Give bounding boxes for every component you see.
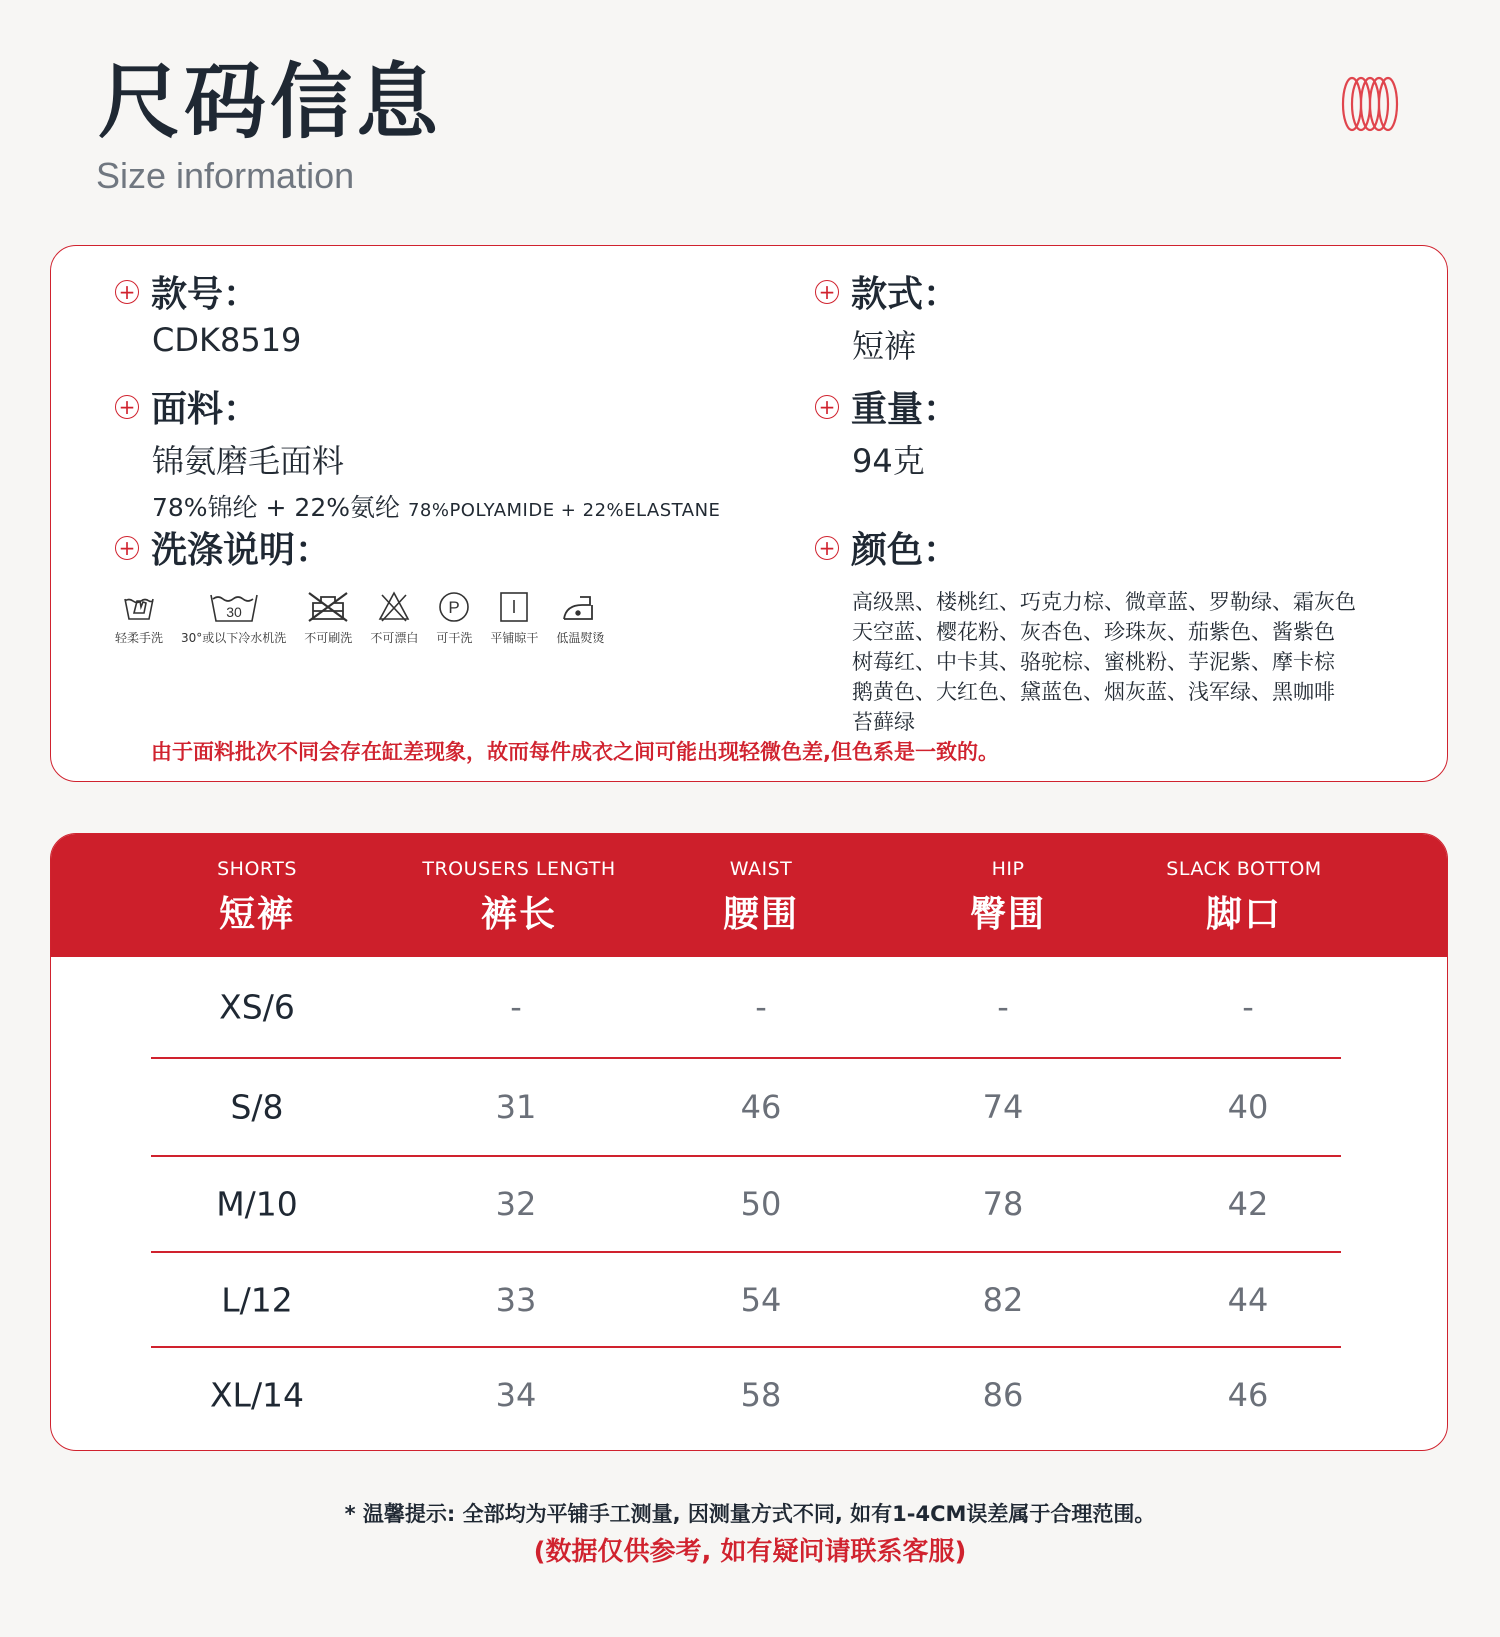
column-header-bottom: SLACK BOTTOM 脚口 bbox=[1166, 858, 1322, 935]
table-row: XS/6 - - - - bbox=[219, 987, 1254, 1027]
column-header-hip: HIP 臀围 bbox=[969, 858, 1047, 935]
style-number-field bbox=[115, 266, 301, 359]
table-row: XL/14 34 58 86 46 bbox=[209, 1375, 1269, 1415]
plus-circle-icon: + bbox=[115, 536, 139, 560]
fabric-value: 锦氨磨毛面料 bbox=[152, 442, 345, 480]
weight-label: 重量： bbox=[851, 389, 960, 430]
red-rings-icon bbox=[1340, 76, 1400, 132]
plus-circle-icon: + bbox=[815, 536, 839, 560]
style-field bbox=[815, 266, 959, 367]
style-value: 短裤 bbox=[852, 327, 917, 365]
care-field bbox=[115, 522, 622, 646]
plus-circle-icon: + bbox=[115, 280, 139, 304]
product-info-card bbox=[50, 245, 1448, 782]
no-bleach-icon bbox=[376, 589, 412, 625]
column-header-size: SHORTS 短裤 bbox=[217, 858, 297, 935]
style-label: 款式： bbox=[851, 274, 960, 315]
page-title: 尺码信息 bbox=[98, 55, 443, 150]
measurement-tip: * 温馨提示: 全部均为平铺手工测量, 因测量方式不同, 如有1-4CM误差属于合理范围。 bbox=[344, 1502, 1156, 1526]
plus-circle-icon: + bbox=[115, 395, 139, 419]
plus-circle-icon: + bbox=[815, 395, 839, 419]
colors-field bbox=[815, 522, 1432, 737]
machine-wash-30-icon bbox=[207, 589, 261, 625]
weight-field bbox=[815, 381, 959, 482]
care-item: 低温熨烫 bbox=[556, 589, 604, 646]
style-number-value: CDK8519 bbox=[152, 321, 302, 359]
care-item: P 可干洗 bbox=[436, 589, 472, 646]
size-table bbox=[50, 833, 1448, 1451]
plus-circle-icon: + bbox=[815, 280, 839, 304]
fabric-field bbox=[115, 381, 720, 524]
contact-note: (数据仅供参考, 如有疑问请联系客服) bbox=[533, 1537, 967, 1567]
care-label: 洗涤说明： bbox=[151, 530, 332, 571]
table-header bbox=[51, 834, 1447, 957]
table-row: S/8 31 46 74 40 bbox=[230, 1087, 1269, 1127]
table-row: L/12 33 54 82 44 bbox=[221, 1280, 1269, 1319]
fabric-composition bbox=[152, 488, 720, 524]
column-header-waist: WAIST 腰围 bbox=[722, 858, 800, 935]
table-row: M/10 32 50 78 42 bbox=[216, 1184, 1269, 1224]
svg-text:P: P bbox=[448, 598, 460, 617]
care-item: 平铺晾干 bbox=[490, 589, 538, 646]
page-subtitle: Size information bbox=[96, 155, 355, 196]
care-item: 30 30°或以下冷水机洗 bbox=[181, 589, 286, 646]
composition-en: 78%POLYAMIDE + 22%ELASTANE bbox=[407, 500, 721, 521]
colors-label: 颜色： bbox=[851, 530, 960, 571]
dry-clean-p-icon bbox=[436, 589, 472, 625]
care-item: 不可刷洗 bbox=[304, 589, 352, 646]
care-item: 不可漂白 bbox=[370, 589, 418, 646]
color-variance-notice: 由于面料批次不同会存在缸差现象，故而每件成衣之间可能出现轻微色差,但色系是一致的。 bbox=[151, 740, 999, 764]
svg-text:30: 30 bbox=[225, 604, 242, 620]
color-list: 高级黑、楼桃红、巧克力棕、微章蓝、罗勒绿、霜灰色 天空蓝、樱花粉、灰杏色、珍珠灰、茄紫色、酱紫色 树莓红、中卡其、骆驼棕、蜜桃粉、芋泥紫、摩卡棕 鹅黄色、大红色、黛蓝色、烟灰蓝、浅军绿、黑咖啡 苔藓绿 bbox=[852, 590, 1356, 734]
fabric-label: 面料： bbox=[151, 389, 260, 430]
weight-value: 94克 bbox=[852, 442, 925, 480]
style-number-label: 款号： bbox=[151, 274, 260, 315]
dry-flat-icon bbox=[496, 589, 532, 625]
care-icons-row bbox=[115, 589, 622, 646]
composition-cn: 78%锦纶 + 22%氨纶 bbox=[152, 493, 400, 522]
no-brush-icon bbox=[305, 589, 351, 625]
care-item: 轻柔手洗 bbox=[115, 589, 163, 646]
column-header-length: TROUSERS LENGTH 裤长 bbox=[422, 858, 616, 935]
iron-low-icon bbox=[560, 589, 600, 625]
hand-wash-icon bbox=[119, 589, 159, 625]
